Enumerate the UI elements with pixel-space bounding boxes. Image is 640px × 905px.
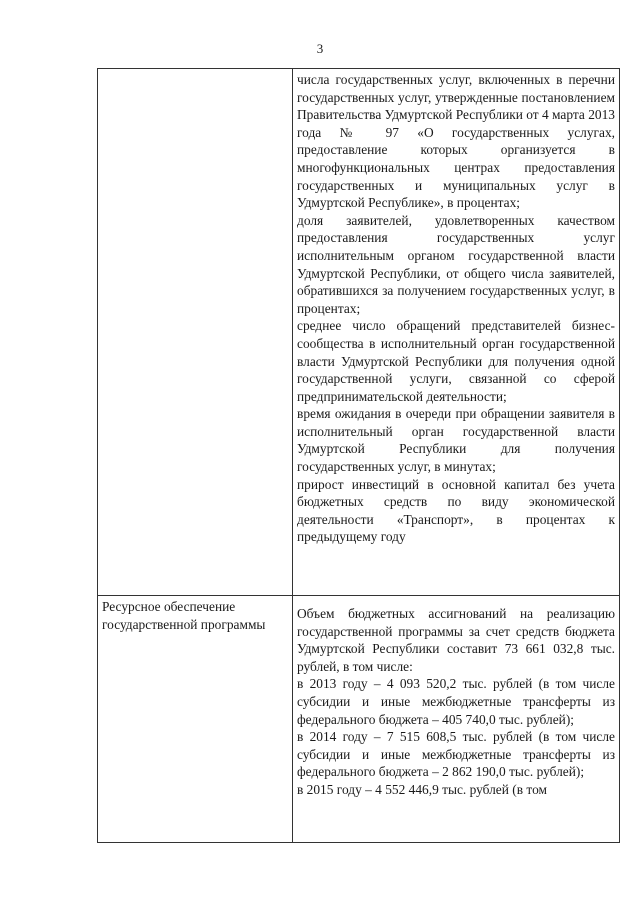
indicators-content	[293, 69, 620, 596]
table-row-resources	[98, 596, 620, 843]
resource-paragraph: в 2013 году – 4 093 520,2 тыс. рублей (в том числе субсидии и иные межбюджетные трансферты из федерального бюджета – 405 740,0 тыс. рублей);	[297, 676, 615, 727]
indicator-paragraph: прирост инвестиций в основной капитал без учета бюджетных средств по виду экономической деятельности «Транспорт», в процентах к предыдущему году	[297, 476, 615, 545]
program-passport-table	[97, 68, 620, 843]
table-row-indicators	[98, 69, 620, 596]
row-label-empty	[98, 69, 293, 596]
row-label-resources: Ресурсное обеспечение государственной программы	[98, 596, 293, 843]
page-number: 3	[316, 41, 324, 56]
resource-paragraph: в 2015 году – 4 552 446,9 тыс. рублей (в том	[297, 781, 547, 797]
indicator-paragraph: числа государственных услуг, включенных в перечни государственных услуг, утвержденные постановлением Правительства Удмуртской Республики от 4 марта 2013 года № 97 «О государственных услугах, предоставление которых организуется в многофункциональных центрах предоставления государственных и муниципальных услуг в Удмуртской Республике», в процентах;	[297, 72, 615, 211]
resource-paragraph: в 2014 году – 7 515 608,5 тыс. рублей (в том числе субсидии и иные межбюджетные трансферты из федерального бюджета – 2 862 190,0 тыс. рублей);	[297, 729, 615, 780]
indicator-paragraph: время ожидания в очереди при обращении заявителя в исполнительный орган государственной власти Удмуртской Республики для получения государственных услуг, в минутах;	[297, 406, 615, 475]
indicator-paragraph: среднее число обращений представителей бизнес-сообщества в исполнительный орган государственной власти Удмуртской Республики для получения одной государственной услуги, связанной со сферой предпринимательской деятельности;	[297, 318, 615, 404]
indicator-paragraph: доля заявителей, удовлетворенных качеством предоставления государственных услуг исполнительным органом государственной власти Удмуртской Республики, от общего числа заявителей, обратившихся за получением государственных услуг, в процентах;	[297, 212, 615, 316]
resource-paragraph: Объем бюджетных ассигнований на реализацию государственной программы за счет средств бюджета Удмуртской Республики составит 73 661 032,8 тыс. рублей, в том числе:	[297, 606, 615, 674]
resources-content	[293, 596, 620, 843]
